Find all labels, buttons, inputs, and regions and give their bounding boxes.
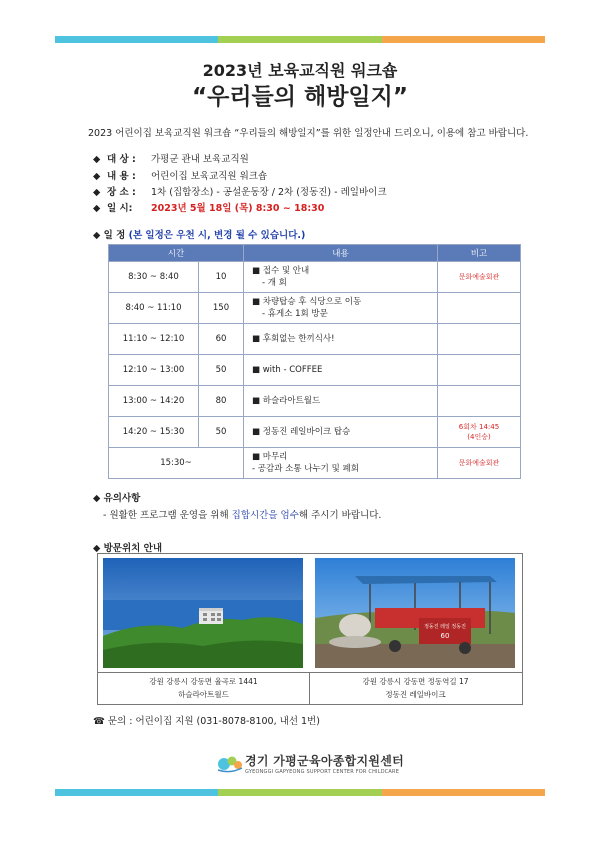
svg-text:60: 60 — [440, 632, 450, 640]
table-row — [109, 386, 521, 417]
minutes-cell: 80 — [199, 386, 244, 417]
info-place-row: ◆ 장 소 : 1차 (집합장소) - 공설운동장 / 2차 (정동진) - 레일바이크 — [93, 187, 387, 198]
desc-cell: ■ 접수 및 안내 - 개 회 — [244, 262, 438, 293]
time-cell: 8:40 ~ 11:10 — [109, 293, 199, 324]
minutes-cell: 60 — [199, 324, 244, 355]
note-cell: 문화예술회관 — [438, 448, 521, 479]
header-content: 내용 — [244, 245, 438, 262]
contact-info: ☎ 문의 : 어린이집 지원 (031-8078-8100, 내선 1번) — [93, 716, 320, 727]
header-note: 비고 — [438, 245, 521, 262]
intro-text: 2023 어린이집 보육교직원 워크숍 “우리들의 해방일지”를 위한 일정안내 드리오니, 이용에 참고 바랍니다. — [88, 128, 529, 139]
desc-cell: ■ 차량탑승 후 식당으로 이동 - 휴게소 1회 방문 — [244, 293, 438, 324]
desc-cell: ■ 정동진 레일바이크 탑승 — [244, 417, 438, 448]
diamond-bullet-icon: ◆ — [93, 543, 104, 554]
visit-heading: ◆ 방문위치 안내 — [93, 543, 162, 554]
schedule-note: (본 일정은 우천 시, 변경 될 수 있습니다.) — [128, 230, 306, 241]
logo-mark-icon — [215, 754, 245, 774]
center-logo — [215, 752, 404, 775]
logo-name-en: GYEONGGI GAPYEONG SUPPORT CENTER FOR CHILDCARE — [245, 769, 400, 775]
title-line2: “우리들의 해방일지” — [192, 84, 408, 110]
note-cell: 문화예술회관 — [438, 262, 521, 293]
schedule-table — [108, 244, 521, 479]
table-row — [109, 417, 521, 448]
table-row — [109, 355, 521, 386]
desc-cell: ■ with - COFFEE — [244, 355, 438, 386]
minutes-cell: 10 — [199, 262, 244, 293]
notice-text: - 원활한 프로그램 운영을 위해 집합시간을 엄수해 주시기 바랍니다. — [103, 510, 382, 521]
rail-bike-photo — [315, 558, 515, 668]
time-cell: 14:20 ~ 15:30 — [109, 417, 199, 448]
top-color-bar — [55, 36, 545, 43]
minutes-cell: 150 — [199, 293, 244, 324]
minutes-cell: 50 — [199, 355, 244, 386]
diamond-bullet-icon: ◆ — [93, 493, 104, 504]
schedule-heading: ◆ 일 정 (본 일정은 우천 시, 변경 될 수 있습니다.) — [93, 230, 306, 241]
table-row — [109, 293, 521, 324]
left-address: 강원 강릉시 강동면 율곡로 1441 — [149, 677, 258, 686]
right-place-name: 정동진 레일바이크 — [385, 690, 446, 699]
diamond-bullet-icon: ◆ — [93, 187, 101, 198]
note-cell: 6회차 14:45 (4인승) — [438, 417, 521, 448]
time-cell: 12:10 ~ 13:00 — [109, 355, 199, 386]
desc-cell: ■ 마무리 - 공감과 소통 나누기 및 폐회 — [244, 448, 438, 479]
note-cell — [438, 386, 521, 417]
info-date-row: ◆ 일 시: 2023년 5월 18일 (목) 8:30 ~ 18:30 — [93, 203, 325, 214]
logo-name-ko: 경기 가평군육아종합지원센터 — [245, 754, 405, 768]
table-row — [109, 262, 521, 293]
right-address: 강원 강릉시 강동면 정동역길 17 — [362, 677, 469, 686]
left-place-name: 하슬라아트월드 — [178, 690, 229, 699]
info-content-row: ◆ 내 용 : 어린이집 보육교직원 워크숍 — [93, 171, 268, 182]
info-target-row: ◆ 대 상 : 가평군 관내 보육교직원 — [93, 154, 249, 165]
minutes-cell: 50 — [199, 417, 244, 448]
table-row — [109, 448, 521, 479]
diamond-bullet-icon: ◆ — [93, 230, 104, 241]
notice-heading: ◆ 유의사항 — [93, 493, 141, 504]
time-cell: 11:10 ~ 12:10 — [109, 324, 199, 355]
note-cell — [438, 324, 521, 355]
header-time: 시간 — [109, 245, 244, 262]
diamond-bullet-icon: ◆ — [93, 171, 101, 182]
time-cell: 8:30 ~ 8:40 — [109, 262, 199, 293]
caption-divider — [98, 672, 522, 673]
note-cell — [438, 293, 521, 324]
svg-text:정동진 레일 정동진: 정동진 레일 정동진 — [424, 624, 466, 630]
desc-cell: ■ 하슬라아트월드 — [244, 386, 438, 417]
table-row — [109, 324, 521, 355]
time-cell: 15:30~ — [109, 448, 244, 479]
note-cell — [438, 355, 521, 386]
diamond-bullet-icon: ◆ — [93, 203, 101, 214]
bottom-color-bar — [55, 789, 545, 796]
title-line1: 2023년 보육교직원 워크숍 — [202, 61, 398, 80]
time-cell: 13:00 ~ 14:20 — [109, 386, 199, 417]
hasla-art-world-photo — [103, 558, 303, 668]
location-photo-box — [97, 553, 523, 705]
diamond-bullet-icon: ◆ — [93, 154, 101, 165]
desc-cell: ■ 후회없는 한끼식사! — [244, 324, 438, 355]
